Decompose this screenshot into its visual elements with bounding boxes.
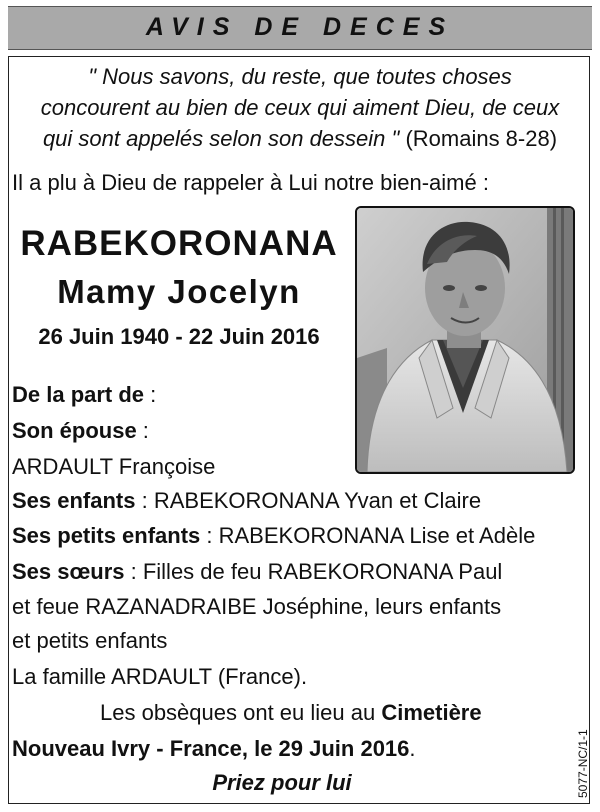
grandchildren-label: Ses petits enfants: [12, 523, 201, 548]
deceased-given-names: Mamy Jocelyn: [57, 273, 301, 310]
from-line: [12, 380, 156, 410]
quote-reference: (Romains 8-28): [399, 126, 558, 151]
children-label: Ses enfants: [12, 488, 136, 513]
quote-line-3-italic: qui sont appelés selon son dessein ": [42, 126, 400, 151]
closing-text: Priez pour lui: [212, 770, 352, 795]
sisters-line: [12, 557, 502, 587]
sisters-value-line-3: et petits enfants: [12, 628, 168, 653]
spouse-label: Son épouse: [12, 418, 137, 443]
quote-line-2: concourent au bien de ceux qui aiment Dieu, de ceux: [40, 95, 560, 120]
deceased-surname: RABEKORONANA: [20, 224, 338, 263]
spouse-suffix: :: [136, 418, 149, 443]
header-bar: [8, 6, 592, 50]
funeral-line-2: [12, 734, 416, 764]
page-title: AVIS DE DECES: [145, 13, 455, 41]
deceased-dates: 26 Juin 1940 - 22 Juin 2016: [38, 324, 320, 349]
children-value: : RABEKORONANA Yvan et Claire: [135, 488, 482, 513]
quote-line-3: [8, 124, 592, 154]
funeral-place-date: Nouveau Ivry - France, le 29 Juin 2016: [12, 736, 410, 761]
sisters-value-line-2: et feue RAZANADRAIBE Joséphine, leurs enfants: [12, 594, 502, 619]
funeral-line-end: .: [409, 736, 416, 761]
sisters-value-line-1: : Filles de feu RABEKORONANA Paul: [124, 559, 503, 584]
funeral-line-1: [100, 698, 482, 728]
sisters-label: Ses sœurs: [12, 559, 125, 584]
portrait-image: [357, 208, 573, 472]
spouse-name: ARDAULT Françoise: [12, 454, 216, 479]
reference-code: 5077-NC/1-1: [576, 729, 590, 798]
from-suffix: :: [144, 382, 157, 407]
from-label: De la part de: [12, 382, 145, 407]
quote-line-1: " Nous savons, du reste, que toutes choses: [88, 64, 512, 89]
intro-text: Il a plu à Dieu de rappeler à Lui notre bien-aimé :: [12, 170, 489, 195]
grandchildren-line: [12, 521, 535, 551]
funeral-place-start: Cimetière: [381, 700, 482, 725]
family-line: La famille ARDAULT (France).: [12, 664, 308, 689]
portrait-photo: [355, 206, 575, 474]
children-line: [12, 486, 481, 516]
grandchildren-value: : RABEKORONANA Lise et Adèle: [200, 523, 536, 548]
funeral-text: Les obsèques ont eu lieu au: [100, 700, 382, 725]
spouse-line: [12, 416, 149, 446]
